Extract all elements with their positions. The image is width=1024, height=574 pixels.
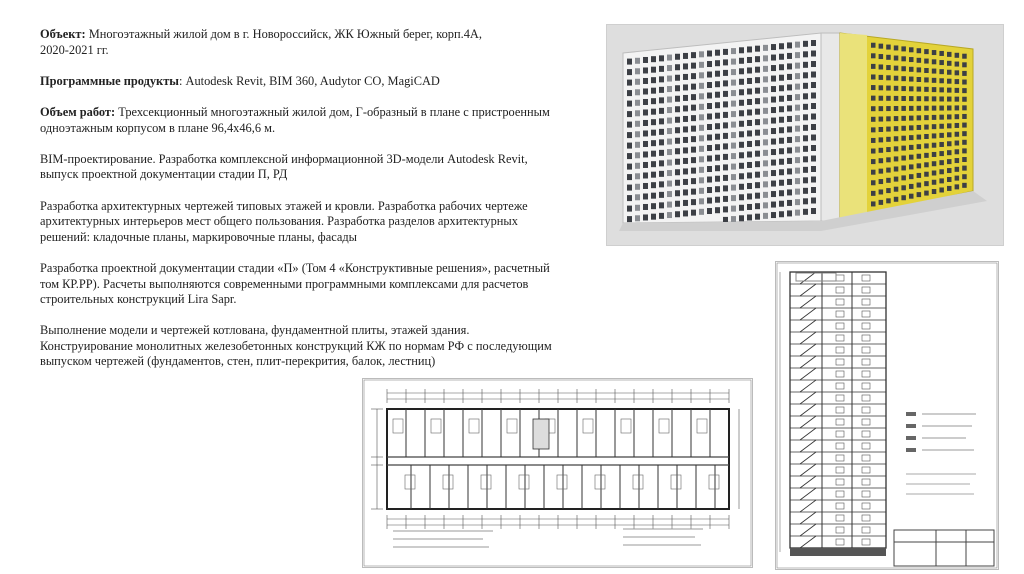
arch-paragraph [40,199,585,246]
model-line-3: выпуском чертежей (фундаментов, стен, плит-перекрития, балок, лестниц) [40,354,436,369]
bim-line-2: выпуск проектной документации стадии П, РД [40,167,288,182]
plan-walls [393,409,719,509]
struct-line-1: Разработка проектной документации стадии «П» (Том 4 «Конструктивные решения», расчетный [40,260,550,275]
plan-notes [393,529,703,547]
facade-yellow-edge [840,33,867,221]
facade-corner [821,33,840,221]
arch-line-2: архитектурных интерьеров мест общего пользования. Разработка разделов архитектурных [40,214,518,229]
section-title-block [894,530,994,566]
struct-line-2: том КР.РР). Расчеты выполняются современными программными комплексами для расчетов [40,276,529,291]
arch-line-1: Разработка архитектурных чертежей типовых этажей и кровли. Разработка рабочих чертеже [40,198,528,213]
object-text: Многоэтажный жилой дом в г. Новороссийск, ЖК Южный берег, корп.4А, [85,27,482,41]
object-years: 2020-2021 гг. [40,42,109,57]
building-3d-render [606,24,1004,246]
struct-paragraph [40,261,585,308]
building-section-drawing [775,261,999,570]
scope-label: Объем работ: [40,104,116,119]
model-line-2: Конструирование монолитных железобетонных конструкций КЖ по нормам РФ с последующим [40,338,552,353]
software-label: Программные продукты [40,73,179,88]
scope-paragraph [40,105,585,136]
object-label: Объект: [40,27,86,41]
software-text: : Autodesk Revit, BIM 360, Audytor CO, MagiCAD [178,73,440,88]
section-legend [906,412,976,494]
model-paragraph [40,323,585,370]
bim-paragraph [40,152,585,183]
software-paragraph [40,74,585,90]
scope-text: Трехсекционный многоэтажный жилой дом, Г-образный в плане с пристроенным [115,104,550,119]
struct-line-3: строительных конструкций Lira Sapr. [40,292,237,307]
scope-text-2: одноэтажным корпусом в плане 96,4х46,6 м. [40,120,276,135]
bim-line-1: BIM-проектирование. Разработка комплексной информационной 3D-модели Autodesk Revit, [40,151,528,166]
section-floors [790,272,886,548]
project-description [40,27,585,386]
arch-line-3: решений: кладочные планы, маркировочные планы, фасады [40,229,357,244]
model-line-1: Выполнение модели и чертежей котлована, фундаментной плиты, этажей здания. [40,323,470,338]
object-paragraph [40,27,585,58]
floor-plan-drawing [362,378,753,568]
